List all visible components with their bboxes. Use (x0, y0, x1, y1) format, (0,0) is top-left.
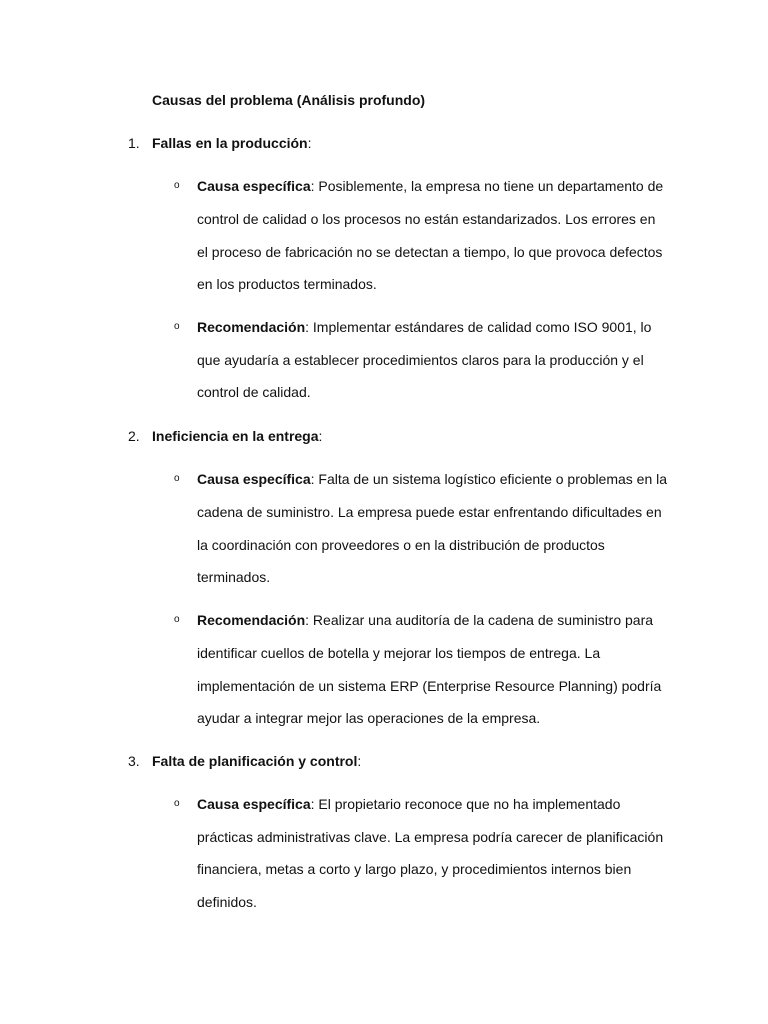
item-line: ayudar a integrar mejor las operaciones de la empresa. (197, 710, 541, 726)
section-heading (128, 134, 311, 152)
item-line: terminados. (197, 569, 271, 585)
section-number: 1. (128, 135, 140, 151)
item-term: Causa específica (197, 178, 311, 194)
item-term: Causa específica (197, 471, 311, 487)
item-line: implementación de un sistema ERP (Enterprise Resource Planning) podría (197, 678, 662, 694)
item-line: definidos. (197, 894, 257, 910)
item-line (197, 470, 667, 488)
item-line: financiera, metas a corto y largo plazo, y procedimientos internos bien (197, 861, 632, 877)
item-term: Recomendación (197, 319, 306, 335)
section-number: 2. (128, 428, 140, 444)
item-term: Recomendación (197, 612, 306, 628)
item-line (197, 611, 653, 629)
bullet-icon: o (174, 798, 180, 809)
item-text: : Realizar una auditoría de la cadena de suministro para (305, 612, 654, 628)
page-title: Causas del problema (Análisis profundo) (152, 92, 426, 108)
item-text: : El propietario reconoce que no ha implementado (310, 796, 621, 812)
item-line: en los productos terminados. (197, 276, 377, 292)
section-title-colon: : (318, 428, 323, 444)
section-title: Fallas en la producción (152, 135, 308, 151)
item-text: : Falta de un sistema logístico eficiente o problemas en la (310, 471, 668, 487)
section-title: Falta de planificación y control (152, 753, 358, 769)
section-heading (128, 427, 322, 445)
item-line: la coordinación con proveedores o en la distribución de productos (197, 537, 605, 553)
item-line: prácticas administrativas clave. La empresa podría carecer de planificación (197, 829, 664, 845)
item-line: que ayudaría a establecer procedimientos claros para la producción y el (197, 352, 644, 368)
bullet-icon: o (174, 321, 180, 332)
item-line: control de calidad. (197, 384, 311, 400)
item-line: identificar cuellos de botella y mejorar los tiempos de entrega. La (197, 645, 601, 661)
bullet-icon: o (174, 614, 180, 625)
section-title-colon: : (307, 135, 312, 151)
item-line (197, 177, 663, 195)
section-number: 3. (128, 753, 140, 769)
item-line (197, 318, 651, 336)
item-line: control de calidad o los procesos no están estandarizados. Los errores en (197, 211, 656, 227)
item-line (197, 795, 620, 813)
section-heading (128, 752, 361, 770)
bullet-icon: o (174, 473, 180, 484)
item-term: Causa específica (197, 796, 311, 812)
item-line: el proceso de fabricación no se detectan a tiempo, lo que provoca defectos (197, 244, 663, 260)
item-line: cadena de suministro. La empresa puede estar enfrentando dificultades en (197, 504, 662, 520)
section-title-colon: : (357, 753, 362, 769)
section-title: Ineficiencia en la entrega (152, 428, 319, 444)
bullet-icon: o (174, 180, 180, 191)
item-text: : Implementar estándares de calidad como ISO 9001, lo (305, 319, 652, 335)
item-text: : Posiblemente, la empresa no tiene un departamento de (310, 178, 664, 194)
